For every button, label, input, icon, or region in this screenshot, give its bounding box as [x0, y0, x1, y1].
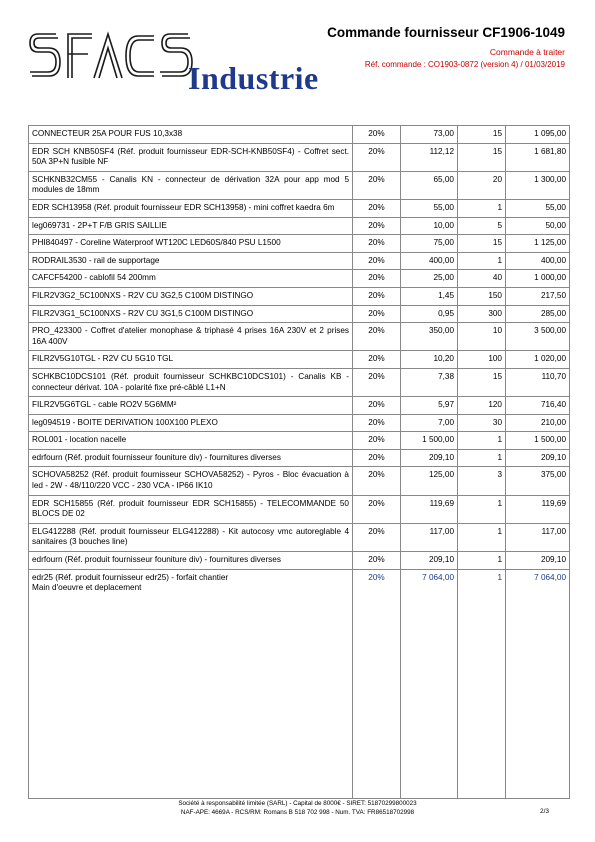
line-total: 7 064,00	[506, 569, 570, 798]
line-description: leg094519 - BOITE DERIVATION 100X100 PLEXO	[29, 414, 353, 432]
line-total: 117,00	[506, 523, 570, 551]
table-row	[29, 217, 570, 235]
page-number: 2/3	[539, 808, 549, 815]
line-vat-rate: 20%	[353, 449, 401, 467]
sfacs-logo-mark	[28, 26, 198, 92]
line-description: SCHKBC10DCS101 (Réf. produit fournisseur SCHKBC10DCS101) - Canalis KB - connecteur dérivat. 10A - polarité fixe pré-câblé L1+N	[29, 368, 353, 396]
line-quantity: 20	[458, 171, 506, 199]
line-vat-rate: 20%	[353, 569, 401, 798]
line-description: SCHOVA58252 (Réf. produit fournisseur SCHOVA58252) - Pyros - Bloc évacuation à led - 2W - 48/110/220 VCC - 230 VCA - IP66 IK10	[29, 467, 353, 495]
line-quantity: 40	[458, 270, 506, 288]
line-vat-rate: 20%	[353, 171, 401, 199]
line-total: 1 095,00	[506, 126, 570, 144]
line-description: FILR2V3G2_5C100NXS - R2V CU 3G2,5 C100M DISTINGO	[29, 287, 353, 305]
table-row	[29, 523, 570, 551]
line-quantity: 15	[458, 143, 506, 171]
line-quantity: 100	[458, 351, 506, 369]
line-quantity: 3	[458, 467, 506, 495]
line-total: 1 681,80	[506, 143, 570, 171]
order-reference: Réf. commande : CO1903-0872 (version 4) / 01/03/2019	[364, 60, 565, 69]
line-total: 50,00	[506, 217, 570, 235]
table-row	[29, 323, 570, 351]
line-description: PHI840497 - Coreline Waterproof WT120C LED60S/840 PSU L1500	[29, 235, 353, 253]
line-quantity: 10	[458, 323, 506, 351]
line-unit-price: 119,69	[401, 495, 458, 523]
line-total: 400,00	[506, 252, 570, 270]
order-lines-body	[29, 126, 570, 799]
line-unit-price: 7,00	[401, 414, 458, 432]
line-unit-price: 10,20	[401, 351, 458, 369]
line-total: 217,50	[506, 287, 570, 305]
line-description: FILR2V5G10TGL - R2V CU 5G10 TGL	[29, 351, 353, 369]
line-quantity: 1	[458, 552, 506, 570]
line-quantity: 1	[458, 495, 506, 523]
line-unit-price: 0,95	[401, 305, 458, 323]
line-vat-rate: 20%	[353, 467, 401, 495]
line-total: 55,00	[506, 199, 570, 217]
line-total: 1 125,00	[506, 235, 570, 253]
table-row	[29, 143, 570, 171]
line-total: 1 300,00	[506, 171, 570, 199]
line-total: 209,10	[506, 449, 570, 467]
line-vat-rate: 20%	[353, 235, 401, 253]
order-status: Commande à traiter	[489, 47, 565, 57]
line-total: 110,70	[506, 368, 570, 396]
line-unit-price: 209,10	[401, 449, 458, 467]
line-vat-rate: 20%	[353, 126, 401, 144]
line-unit-price: 25,00	[401, 270, 458, 288]
table-row	[29, 449, 570, 467]
line-total: 716,40	[506, 397, 570, 415]
footer-line-1: Société à responsabilité limitée (SARL) - Capital de 8000€ - SIRET: 51870299800023	[178, 800, 417, 807]
line-description	[29, 569, 353, 798]
line-unit-price: 1,45	[401, 287, 458, 305]
line-vat-rate: 20%	[353, 368, 401, 396]
line-unit-price: 1 500,00	[401, 432, 458, 450]
footer-line-2: NAF-APE: 4669A - RCS/RM: Romans B 518 702 998 - Num. TVA: FR86518702998	[180, 808, 415, 816]
line-description: EDR SCH15855 (Réf. produit fournisseur EDR SCH15855) - TELECOMMANDE 50 BLOCS DE 02	[29, 495, 353, 523]
table-row	[29, 552, 570, 570]
document-title: Commande fournisseur CF1906-1049	[327, 25, 565, 40]
line-total: 1 020,00	[506, 351, 570, 369]
line-description-main: edr25 (Réf. produit fournisseur edr25) - forfait chantier	[32, 572, 229, 582]
line-vat-rate: 20%	[353, 432, 401, 450]
line-total: 1 000,00	[506, 270, 570, 288]
line-description: PRO_423300 - Coffret d'atelier monophase & triphasé 4 prises 16A 230V et 2 prises 16A 400V	[29, 323, 353, 351]
table-row	[29, 432, 570, 450]
line-description: RODRAIL3530 - rail de supportage	[29, 252, 353, 270]
line-description: ELG412288 (Réf. produit fournisseur ELG412288) - Kit autocosy vmc autoreglable 4 sanitaires (3 bouches line)	[29, 523, 353, 551]
table-row	[29, 287, 570, 305]
order-lines-table	[28, 125, 570, 799]
line-unit-price: 7,38	[401, 368, 458, 396]
line-vat-rate: 20%	[353, 552, 401, 570]
table-row	[29, 414, 570, 432]
table-row	[29, 252, 570, 270]
line-vat-rate: 20%	[353, 323, 401, 351]
line-total: 375,00	[506, 467, 570, 495]
line-description: EDR SCH KNB50SF4 (Réf. produit fournisseur EDR-SCH-KNB50SF4) - Coffret sect. 50A 3P+N fusible NF	[29, 143, 353, 171]
line-unit-price: 350,00	[401, 323, 458, 351]
line-unit-price: 112,12	[401, 143, 458, 171]
table-row	[29, 126, 570, 144]
order-lines-table-wrapper	[28, 125, 569, 799]
line-vat-rate: 20%	[353, 495, 401, 523]
line-quantity: 15	[458, 368, 506, 396]
line-quantity: 30	[458, 414, 506, 432]
line-quantity: 1	[458, 449, 506, 467]
table-row	[29, 397, 570, 415]
line-vat-rate: 20%	[353, 287, 401, 305]
line-vat-rate: 20%	[353, 414, 401, 432]
line-description: edrfourn (Réf. produit fournisseur founiture div) - fournitures diverses	[29, 449, 353, 467]
table-row	[29, 171, 570, 199]
line-vat-rate: 20%	[353, 270, 401, 288]
line-unit-price: 125,00	[401, 467, 458, 495]
line-total: 285,00	[506, 305, 570, 323]
line-description-detail: Main d'oeuvre et deplacement	[32, 583, 142, 593]
logo-wordmark: Industrie	[188, 60, 319, 96]
line-description: EDR SCH13958 (Réf. produit fournisseur EDR SCH13958) - mini coffret kaedra 6m	[29, 199, 353, 217]
line-description: SCHKNB32CM55 - Canalis KN - connecteur de dérivation 32A pour app mod 5 modules de 18mm	[29, 171, 353, 199]
line-quantity: 15	[458, 126, 506, 144]
line-unit-price: 75,00	[401, 235, 458, 253]
line-unit-price: 73,00	[401, 126, 458, 144]
line-unit-price: 55,00	[401, 199, 458, 217]
legal-footer	[0, 800, 595, 817]
line-description: ROL001 - location nacelle	[29, 432, 353, 450]
table-row	[29, 569, 570, 798]
line-description: CONNECTEUR 25A POUR FUS 10,3x38	[29, 126, 353, 144]
line-vat-rate: 20%	[353, 217, 401, 235]
line-quantity: 15	[458, 235, 506, 253]
line-vat-rate: 20%	[353, 252, 401, 270]
line-vat-rate: 20%	[353, 199, 401, 217]
table-row	[29, 495, 570, 523]
line-quantity: 120	[458, 397, 506, 415]
table-row	[29, 351, 570, 369]
line-quantity: 5	[458, 217, 506, 235]
line-total: 210,00	[506, 414, 570, 432]
line-vat-rate: 20%	[353, 143, 401, 171]
line-description: FILR2V3G1_5C100NXS - R2V CU 3G1,5 C100M DISTINGO	[29, 305, 353, 323]
line-description: leg069731 - 2P+T F/B GRIS SAILLIE	[29, 217, 353, 235]
table-row	[29, 368, 570, 396]
line-quantity: 1	[458, 199, 506, 217]
line-quantity: 1	[458, 569, 506, 798]
line-vat-rate: 20%	[353, 351, 401, 369]
line-quantity: 1	[458, 432, 506, 450]
line-vat-rate: 20%	[353, 523, 401, 551]
line-unit-price: 400,00	[401, 252, 458, 270]
table-row	[29, 305, 570, 323]
line-description: edrfourn (Réf. produit fournisseur founiture div) - fournitures diverses	[29, 552, 353, 570]
table-row	[29, 199, 570, 217]
table-row	[29, 467, 570, 495]
table-row	[29, 270, 570, 288]
line-quantity: 1	[458, 523, 506, 551]
line-vat-rate: 20%	[353, 305, 401, 323]
line-vat-rate: 20%	[353, 397, 401, 415]
line-quantity: 150	[458, 287, 506, 305]
line-unit-price: 10,00	[401, 217, 458, 235]
line-total: 209,10	[506, 552, 570, 570]
line-total: 3 500,00	[506, 323, 570, 351]
table-row	[29, 235, 570, 253]
line-description: FILR2V5G6TGL - cable RO2V 5G6MM²	[29, 397, 353, 415]
line-quantity: 1	[458, 252, 506, 270]
line-unit-price: 117,00	[401, 523, 458, 551]
line-total: 1 500,00	[506, 432, 570, 450]
company-logo	[28, 26, 318, 94]
document-header	[327, 25, 565, 69]
line-unit-price: 7 064,00	[401, 569, 458, 798]
line-unit-price: 209,10	[401, 552, 458, 570]
line-unit-price: 65,00	[401, 171, 458, 199]
line-unit-price: 5,97	[401, 397, 458, 415]
line-quantity: 300	[458, 305, 506, 323]
line-total: 119,69	[506, 495, 570, 523]
line-description: CAFCF54200 - cablofil 54 200mm	[29, 270, 353, 288]
